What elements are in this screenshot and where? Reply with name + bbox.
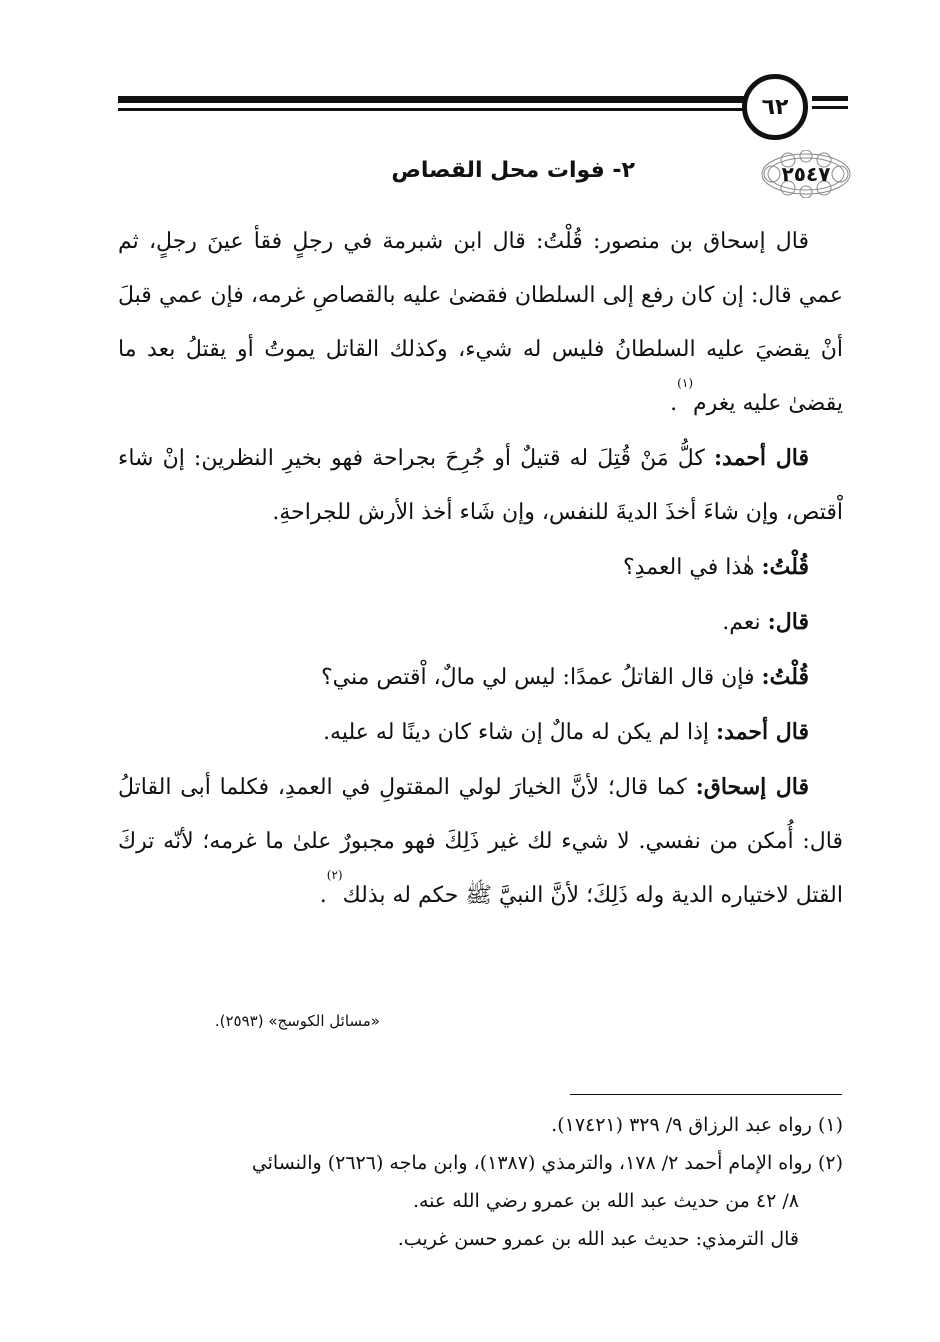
speaker-label: قال أحمد:: [716, 719, 809, 745]
page-number: [742, 74, 808, 140]
section-number-badge: [758, 150, 854, 198]
paragraph-question-amd: قُلْتُ: هٰذا في العمدِ؟: [623, 554, 809, 580]
footnote-1: (١) رواه عبد الرزاق ٩/ ٣٢٩ (١٧٤٢١).: [551, 1114, 843, 1136]
speaker-label: قال إسحاق:: [695, 774, 809, 800]
paragraph-ishaq-answer: قال إسحاق: كما قال؛ لأنَّ الخيارَ لولي المقتولِ في العمدِ، فكلما أبى القاتلُ قال: أُمكن من نفسي. لا شيء لك غير ذَلِكَ فهو مجبورٌ علىٰ ما غرمه؛ لأنّه تركَ القتل لاختياره الدية وله ذَلِكَ؛ لأنَّ النبيَّ ﷺ حكم له بذلك$^{(٢)}$.: [118, 774, 843, 908]
section-number: ٢٥٤٧: [781, 162, 831, 186]
paragraph-answer-yes: قال: نعم.: [722, 609, 809, 635]
speaker-label: قال:: [767, 609, 809, 635]
page-number-text: ٦٢: [761, 94, 789, 120]
source-citation: «مسائل الكوسج» (٢٥٩٣).: [214, 1012, 380, 1030]
paragraph-ahmad-debt: قال أحمد: إذا لم يكن له مالٌ إن شاء كان دينًا له عليه.: [323, 719, 809, 745]
header-rule-stub: [812, 96, 848, 101]
footnote-2: (٢) رواه الإمام أحمد ٢/ ١٧٨، والترمذي (١٣٨٧)، وابن ماجه (٢٦٢٦) والنسائي: [251, 1152, 843, 1174]
header-rule-thick: [118, 96, 746, 103]
footnotes: [118, 1106, 843, 1258]
section-title: ٢- فوات محل القصاص: [391, 158, 635, 183]
footnote-number: (١): [817, 1114, 843, 1136]
paragraph-question-money: قُلْتُ: فإن قال القاتلُ عمدًا: ليس لي مالٌ، اْقتص مني؟: [320, 664, 809, 690]
header-rule-thin: [118, 108, 746, 111]
speaker-label: قُلْتُ:: [761, 554, 809, 580]
header-rule-stub: [812, 106, 848, 109]
footnote-number: (٢): [817, 1152, 843, 1174]
paragraph-ahmad-answer: قال أحمد: كلُّ مَنْ قُتِلَ له قتيلٌ أو جُرِحَ بجراحة فهو بخيرِ النظرين: إنْ شاء اْقتص، وإن شاءَ أخذَ الديةَ للنفس، وإن شَاء أخذ الأرش للجراحةِ.: [118, 445, 843, 525]
body-text: [118, 215, 843, 923]
paragraph-ishaq-question: قال إسحاق بن منصور: قُلْتُ: قال ابن شبرمة في رجلٍ فقأ عينَ رجلٍ، ثم عمي قال: إن كان رفع إلى السلطان فقضىٰ عليه بالقصاصِ غرمه، فإن عمي قبلَ أنْ يقضيَ عليه السلطانُ فليس له شيء، وكذلك القاتل يموتُ أو يقتلُ بعد ما يقضىٰ عليه يغرم$^{(١)}$.: [118, 229, 843, 416]
speaker-label: قُلْتُ:: [761, 664, 809, 690]
footnote-2-continued: ٨/ ٤٢ من حديث عبد الله بن عمرو رضي الله عنه.: [412, 1190, 799, 1212]
speaker-label: قال أحمد:: [713, 445, 809, 471]
footnote-ref-2: (٢): [326, 868, 343, 882]
footnote-ref-1: (١): [677, 376, 693, 390]
footnote-2-tirmidhi: قال الترمذي: حديث عبد الله بن عمرو حسن غريب.: [397, 1228, 799, 1250]
footnote-divider: [570, 1094, 842, 1095]
